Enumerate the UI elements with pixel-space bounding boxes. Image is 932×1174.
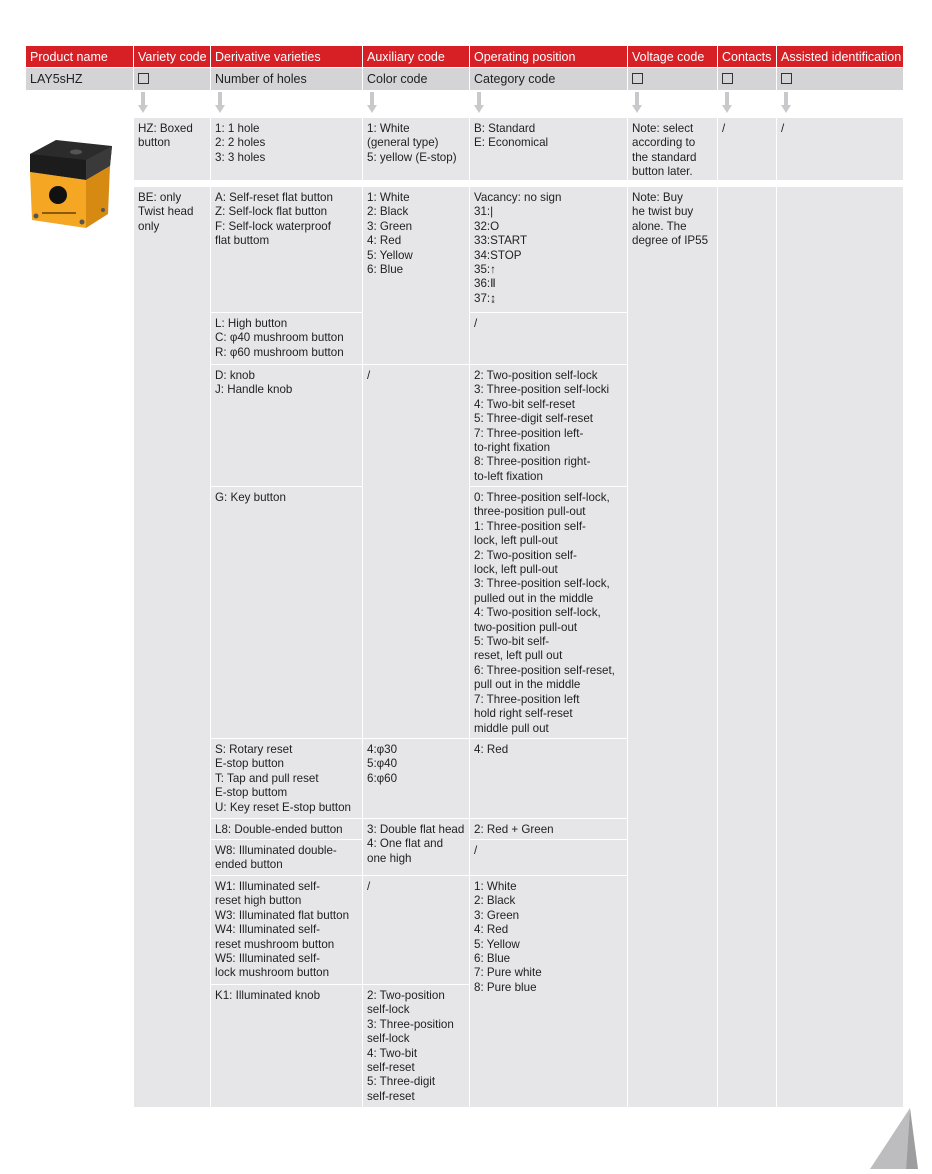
contacts-placeholder (718, 68, 776, 90)
hz-voltage: Note: select according to the standard button later. (628, 118, 717, 180)
assisted-placeholder (777, 68, 903, 90)
be-r5-operating: 4: Red (470, 739, 627, 818)
be-r9-auxiliary: 2: Two-position self-lock 3: Three-position self-lock 4: Two-bit self-reset 5: Three-digit self-reset (363, 985, 469, 1107)
be-contacts (718, 187, 776, 1107)
be-r5-auxiliary: 4:φ30 5:φ40 6:φ60 (363, 739, 469, 818)
header-voltage-code: Voltage code (628, 46, 717, 67)
be-r8-derivative: W1: Illuminated self- reset high button W3: Illuminated flat button W4: Illuminated self- reset mushroom button W5: Illuminated self- lock mushroom button (211, 876, 362, 984)
be-r8-operating: 1: White 2: Black 3: Green 4: Red 5: Yellow 6: Blue 7: Pure white 8: Pure blue (470, 876, 627, 1107)
hz-derivative: 1: 1 hole 2: 2 holes 3: 3 holes (211, 118, 362, 180)
push-button-box-image (26, 136, 114, 232)
be-r9-derivative: K1: Illuminated knob (211, 985, 362, 1107)
voltage-code-placeholder (628, 68, 717, 90)
be-r5-derivative: S: Rotary reset E-stop button T: Tap and pull reset E-stop buttom U: Key reset E-stop button (211, 739, 362, 818)
down-arrow-icon (138, 92, 148, 114)
be-assisted (777, 187, 903, 1107)
product-code: LAY5sHZ (26, 68, 133, 90)
checkbox-square-icon (781, 73, 792, 84)
down-arrow-icon (474, 92, 484, 114)
checkbox-square-icon (722, 73, 733, 84)
be-variety: BE: only Twist head only (134, 187, 210, 1107)
be-r1-auxiliary: 1: White 2: Black 3: Green 4: Red 5: Yellow 6: Blue (363, 187, 469, 364)
be-r2-operating: / (470, 313, 627, 364)
hz-operating: B: Standard E: Economical (470, 118, 627, 180)
checkbox-square-icon (138, 73, 149, 84)
header-auxiliary-code: Auxiliary code (363, 46, 469, 67)
be-r4-operating: 0: Three-position self-lock, three-position pull-out 1: Three-position self- lock, left pull-out 2: Two-position self- lock, left pull-out 3: Three-position self-lock, pulled out in the middle 4: Two-position self-lock, two-position pull-out 5: Two-bit self- reset, left pull out 6: Three-position self-reset, pull out in the middle 7: Three-position left hold right self-reset middle pull out (470, 487, 627, 738)
be-r3-operating: 2: Two-position self-lock 3: Three-position self-locki 4: Two-bit self-reset 5: Three-digit self-reset 7: Three-position left- to-right fixation 8: Three-position right- to-left fixation (470, 365, 627, 486)
page-corner-decoration (866, 1108, 918, 1169)
be-r6-auxiliary: 3: Double flat head 4: One flat and one high (363, 819, 469, 875)
be-voltage: Note: Buy he twist buy alone. The degree of IP55 (628, 187, 717, 1107)
be-r6-operating: 2: Red + Green (470, 819, 627, 839)
auxiliary-subheader: Color code (363, 68, 469, 90)
header-variety-code: Variety code (134, 46, 210, 67)
be-r8-auxiliary: / (363, 876, 469, 984)
be-r2-derivative: L: High button C: φ40 mushroom button R: φ60 mushroom button (211, 313, 362, 364)
operating-subheader: Category code (470, 68, 627, 90)
be-r7-derivative: W8: Illuminated double- ended button (211, 840, 362, 875)
derivative-subheader: Number of holes (211, 68, 362, 90)
header-contacts: Contacts (718, 46, 776, 67)
hz-contacts: / (718, 118, 776, 180)
be-r3-derivative: D: knob J: Handle knob (211, 365, 362, 486)
be-r1-derivative: A: Self-reset flat button Z: Self-lock flat button F: Self-lock waterproof flat buttom (211, 187, 362, 312)
down-arrow-icon (722, 92, 732, 114)
be-r6-derivative: L8: Double-ended button (211, 819, 362, 839)
be-r1-operating: Vacancy: no sign 31:| 32:O 33:START 34:STOP 35:↑ 36:Ⅱ 37:↨ (470, 187, 627, 312)
be-r7-operating: / (470, 840, 627, 875)
header-derivative-varieties: Derivative varieties (211, 46, 362, 67)
be-r3-auxiliary: / (363, 365, 469, 738)
hz-assisted: / (777, 118, 903, 180)
down-arrow-icon (632, 92, 642, 114)
variety-code-placeholder (134, 68, 210, 90)
down-arrow-icon (781, 92, 791, 114)
checkbox-square-icon (632, 73, 643, 84)
header-operating-position: Operating position (470, 46, 627, 67)
be-r4-derivative: G: Key button (211, 487, 362, 738)
down-arrow-icon (215, 92, 225, 114)
header-product-name: Product name (26, 46, 133, 67)
hz-variety: HZ: Boxed button (134, 118, 210, 180)
hz-auxiliary: 1: White (general type) 5: yellow (E-stop) (363, 118, 469, 180)
down-arrow-icon (367, 92, 377, 114)
header-assisted-identification: Assisted identification (777, 46, 903, 67)
